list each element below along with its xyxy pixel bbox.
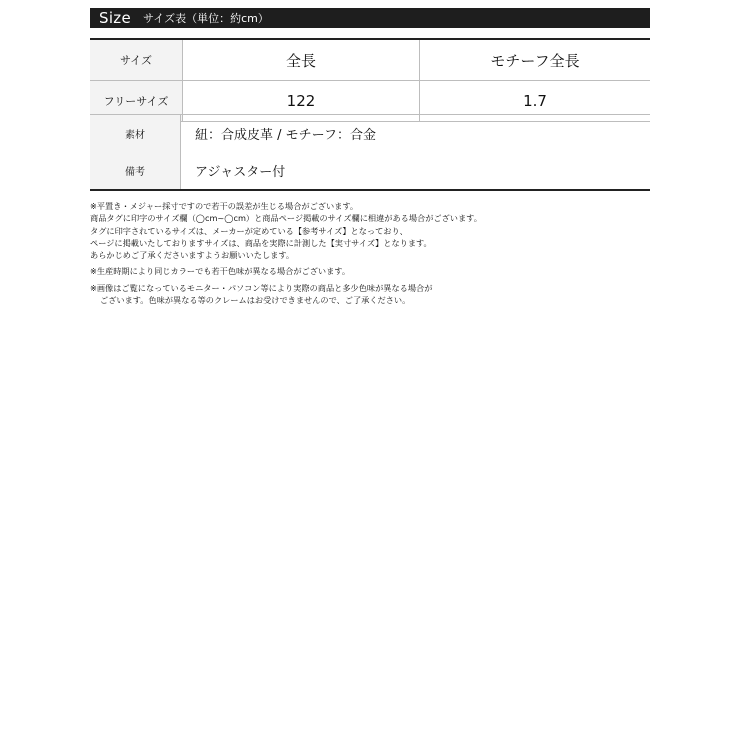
spec-row-notes (90, 152, 650, 189)
size-table (90, 38, 650, 122)
size-header-bar (90, 8, 650, 28)
size-heading: Size (99, 9, 131, 27)
value-total-length: 122 (183, 81, 420, 122)
note-line: ございます。色味が異なる等のクレームはお受けできませんので、ご了承ください。 (100, 295, 411, 306)
note-line: 商品タグに印字のサイズ欄（◯cm~◯cm）と商品ページ掲載のサイズ欄に相違がある場合がございます。 (90, 213, 482, 224)
note-line: タグに印字されているサイズは、メーカーが定めている【参考サイズ】となっており、 (90, 225, 408, 236)
column-header-size: サイズ (90, 39, 183, 81)
note-line: ※画像はご覧になっているモニター・パソコン等により実際の商品と多少色味が異なる場合が (90, 282, 433, 293)
note-line: ページに掲載いたしておりますサイズは、商品を実際に計測した【実寸サイズ】となります。 (90, 237, 432, 248)
row-label-free-size: フリーサイズ (90, 81, 183, 122)
column-header-motif-length: モチーフ全長 (420, 39, 651, 81)
column-header-total-length: 全長 (183, 39, 420, 81)
table-header-row (90, 39, 650, 81)
note-line: ※生産時期により同じカラーでも若干色味が異なる場合がございます。 (90, 266, 351, 277)
notes-value: アジャスター付 (195, 165, 286, 180)
notes-block (90, 200, 690, 306)
size-subheading: サイズ表（単位：約cm） (143, 12, 269, 25)
spec-section (90, 114, 650, 191)
spec-row-material (90, 115, 650, 152)
material-label: 素材 (125, 130, 145, 141)
note-line: あらかじめご了承くださいますようお願いいたします。 (90, 250, 295, 261)
material-value: 紐：合成皮革 / モチーフ：合金 (195, 128, 376, 143)
value-motif-length: 1.7 (420, 81, 651, 122)
note-line: ※平置き・メジャー採寸ですので若干の誤差が生じる場合がございます。 (90, 201, 359, 211)
notes-label: 備考 (125, 167, 145, 178)
